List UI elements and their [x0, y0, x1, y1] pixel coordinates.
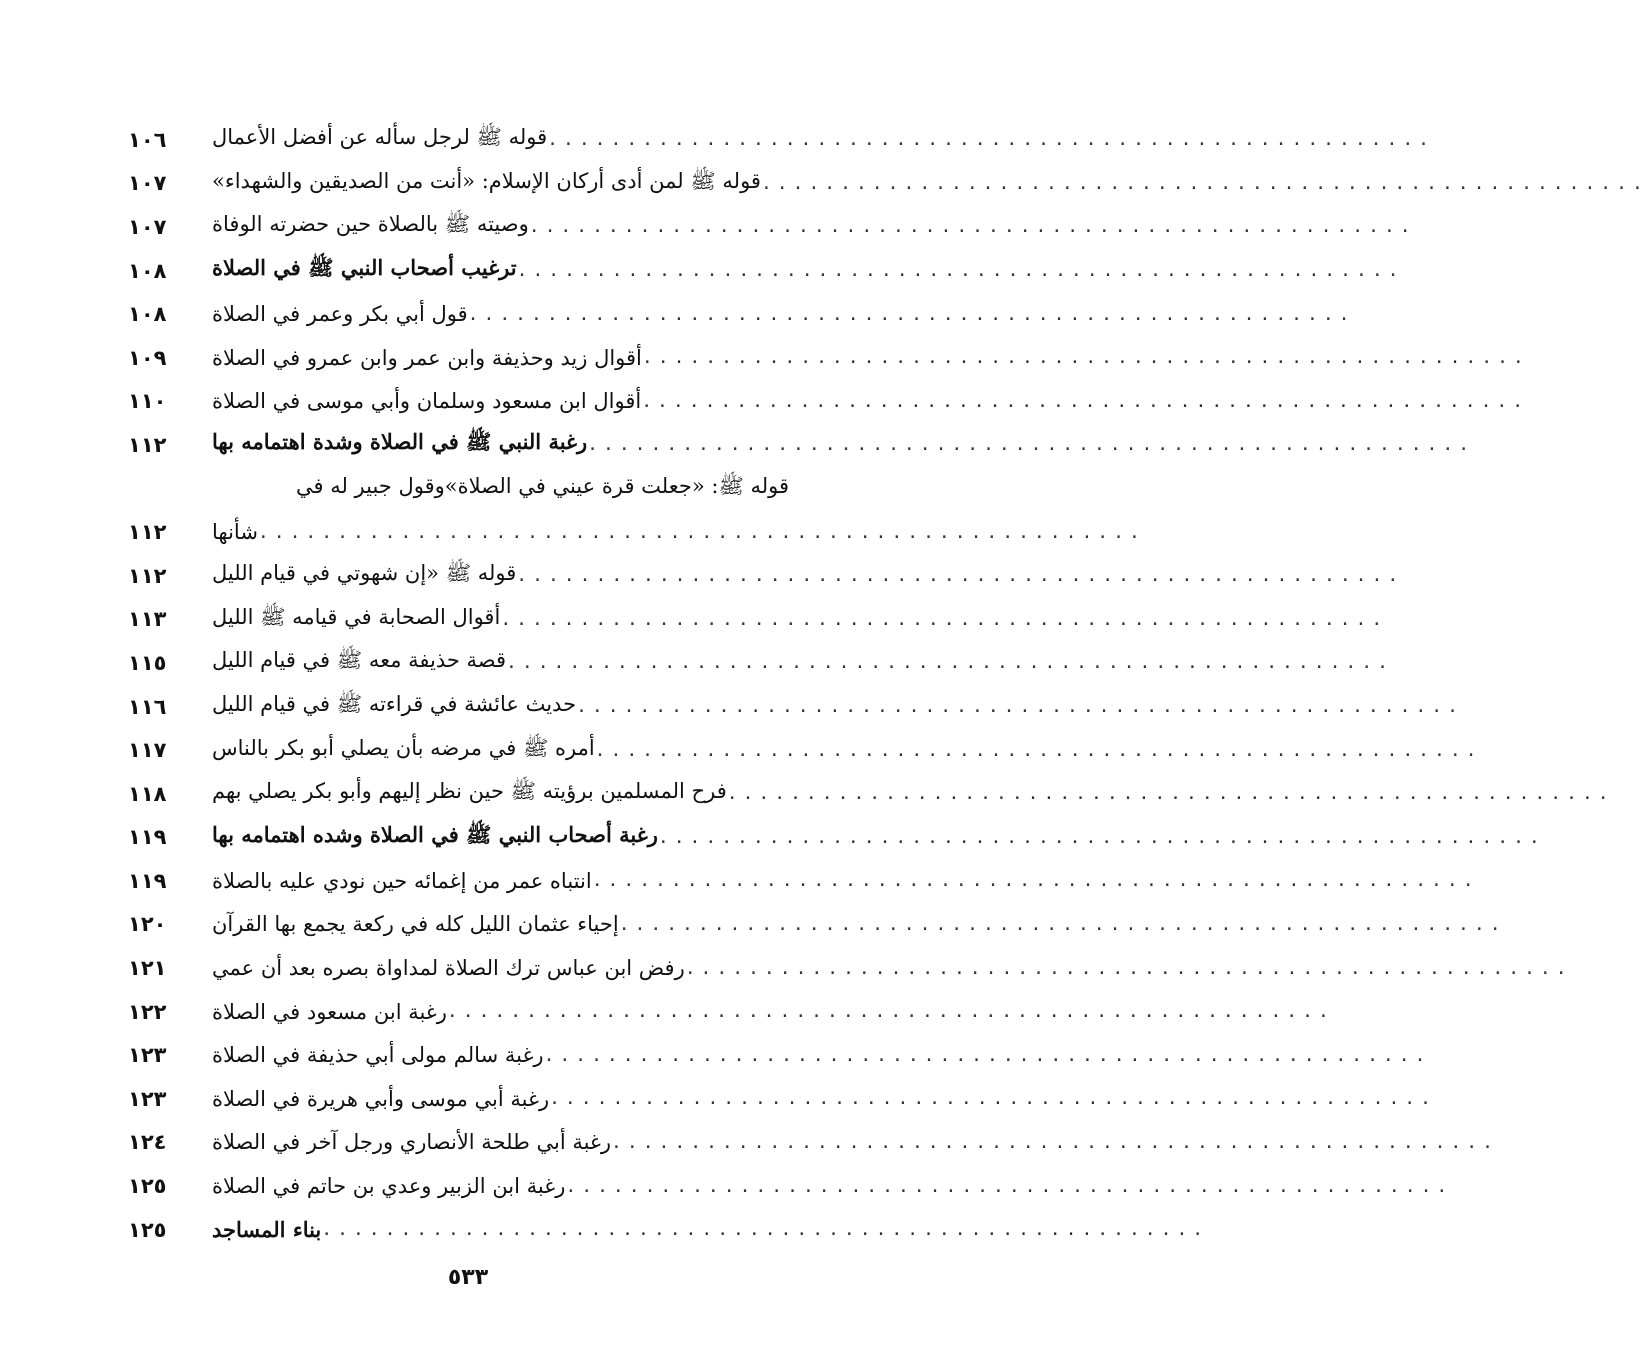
- toc-entry-title: أقوال زيد وحذيفة وابن عمر وابن عمرو في الصلاة: [212, 345, 642, 370]
- toc-entry-title: قول أبي بكر وعمر في الصلاة: [212, 302, 468, 327]
- toc-entry-page: ١١٨: [128, 781, 167, 806]
- toc-entry-title: انتباه عمر من إغمائه حين نودي عليه بالصلاة: [212, 868, 592, 893]
- toc-leader-dots: ........................................................: [591, 870, 1479, 892]
- toc-entry: [128, 336, 1529, 380]
- toc-entry-page: ١٠٨: [128, 302, 167, 327]
- toc-entry-title: أمره ﷺ في مرضه بأن يصلي أبو بكر بالناس: [212, 735, 595, 760]
- toc-leader-dots: ........................................................: [543, 1044, 1431, 1066]
- toc-entry: [128, 162, 1648, 206]
- toc-entry-title: قصة حذيفة معه ﷺ في قيام الليل: [212, 648, 507, 673]
- toc-entry-title: قوله ﷺ: «جعلت قرة عيني في الصلاة»وقول جبير له في: [296, 474, 790, 499]
- toc-entry-page: ١٢٤: [128, 1130, 167, 1155]
- toc-entry-page: ١٠٩: [128, 345, 167, 370]
- toc-entry-page: ١١٥: [128, 650, 167, 675]
- toc-entry: [128, 467, 828, 511]
- toc-entry: [128, 641, 1393, 685]
- toc-section-heading: [128, 249, 1404, 293]
- toc-entry-page: ١١٣: [128, 607, 167, 632]
- toc-entry: [128, 685, 1463, 729]
- toc-entry: [128, 903, 1506, 947]
- toc-section-heading: [128, 1208, 1209, 1252]
- toc-entry-page: ١١٠: [128, 389, 167, 414]
- toc-entry: [128, 772, 1614, 816]
- toc-leader-dots: ........................................................: [547, 129, 1435, 151]
- toc-entry: [128, 292, 1355, 336]
- toc-entry-title: شأنها: [212, 520, 258, 545]
- toc-entry-title: أقوال الصحابة في قيامه ﷺ الليل: [212, 604, 501, 629]
- toc-leader-dots: ........................................................: [641, 347, 1529, 369]
- toc-entry-page: ١٢٥: [128, 1174, 167, 1199]
- toc-leader-dots: ........................................................: [528, 216, 1416, 238]
- toc-entry: [128, 946, 1572, 990]
- toc-leader-dots: ........................................................: [565, 1175, 1453, 1197]
- toc-leader-dots: ........................................................: [321, 1219, 1209, 1241]
- toc-entry-page: ١٢٣: [128, 1086, 167, 1111]
- table-of-contents: [128, 118, 1648, 1251]
- toc-entry: [128, 859, 1479, 903]
- toc-entry: [128, 118, 1435, 162]
- toc-entry-title: رغبة ابن الزبير وعدي بن حاتم في الصلاة: [212, 1174, 566, 1199]
- toc-entry-page: ١١٢: [128, 563, 167, 588]
- toc-entry: [128, 990, 1334, 1034]
- toc-entry-title: وصيته ﷺ بالصلاة حين حضرته الوفاة: [212, 212, 529, 237]
- toc-entry-title: إحياء عثمان الليل كله في ركعة يجمع بها القرآن: [212, 912, 619, 937]
- toc-leader-dots: ........................................................: [684, 957, 1572, 979]
- toc-entry-page: ١١٧: [128, 738, 167, 763]
- toc-entry-title: ترغيب أصحاب النبي ﷺ في الصلاة: [212, 255, 517, 281]
- toc-entry-page: ١٠٧: [128, 171, 167, 196]
- toc-leader-dots: ........................................................: [618, 913, 1506, 935]
- toc-entry: [128, 554, 1404, 598]
- toc-entry-page: ١٠٨: [128, 258, 167, 283]
- toc-leader-dots: ........................................................: [576, 696, 1463, 718]
- toc-entry-page: ١٢٣: [128, 1043, 167, 1068]
- toc-entry-title: قوله ﷺ لرجل سأله عن أفضل الأعمال: [212, 125, 548, 150]
- toc-entry-title: حديث عائشة في قراءته ﷺ في قيام الليل: [212, 692, 577, 717]
- toc-leader-dots: ........................................................: [611, 1131, 1498, 1153]
- toc-entry-page: ١١٦: [128, 694, 167, 719]
- toc-entry-title: رفض ابن عباس ترك الصلاة لمداواة بصره بعد أن عمي: [212, 956, 685, 981]
- toc-entry: [128, 380, 1529, 424]
- toc-section-heading: [128, 816, 1545, 860]
- toc-leader-dots: ........................................................: [760, 172, 1648, 194]
- toc-entry-continuation: [128, 510, 1145, 554]
- toc-leader-dots: ........................................................: [641, 390, 1529, 412]
- page-number: ٥٣٣: [447, 1265, 489, 1290]
- toc-entry-title: فرح المسلمين برؤيته ﷺ حين نظر إليهم وأبو بكر يصلي بهم: [212, 779, 727, 804]
- toc-entry-page: ١٠٧: [128, 214, 167, 239]
- toc-leader-dots: ........................................................: [587, 434, 1475, 456]
- toc-entry: [128, 205, 1416, 249]
- toc-entry-page: ١١٢: [128, 432, 167, 457]
- toc-entry-page: ١١٩: [128, 868, 167, 893]
- toc-section-heading: [128, 423, 1475, 467]
- toc-leader-dots: ........................................................: [657, 826, 1545, 848]
- toc-leader-dots: ........................................................: [594, 739, 1482, 761]
- toc-leader-dots: ........................................................: [516, 565, 1404, 587]
- toc-entry: [128, 728, 1482, 772]
- toc-entry-page: ١١٩: [128, 825, 167, 850]
- toc-leader-dots: ........................................................: [549, 1088, 1436, 1110]
- toc-entry-page: ١٢٢: [128, 999, 167, 1024]
- toc-leader-dots: ........................................................: [257, 521, 1145, 543]
- toc-leader-dots: ........................................................: [467, 303, 1355, 325]
- toc-entry-title: رغبة ابن مسعود في الصلاة: [212, 999, 447, 1024]
- toc-entry-page: ١٠٦: [128, 127, 167, 152]
- toc-entry-title: أقوال ابن مسعود وسلمان وأبي موسى في الصلاة: [212, 389, 642, 414]
- toc-entry-title: قوله ﷺ لمن أدى أركان الإسلام: «أنت من الصديقين والشهداء»: [212, 168, 761, 193]
- toc-leader-dots: ........................................................: [446, 1001, 1334, 1023]
- toc-entry: [128, 598, 1388, 642]
- toc-entry-page: ١٢٥: [128, 1217, 167, 1242]
- toc-entry-title: بناء المساجد: [212, 1217, 322, 1243]
- toc-entry: [128, 1077, 1436, 1121]
- toc-leader-dots: ........................................................: [516, 260, 1404, 282]
- toc-entry: [128, 1121, 1498, 1165]
- toc-entry: [128, 1164, 1453, 1208]
- toc-entry-title: رغبة أبي موسى وأبي هريرة في الصلاة: [212, 1086, 550, 1111]
- toc-entry-title: قوله ﷺ «إن شهوتي في قيام الليل: [212, 561, 517, 586]
- toc-entry-page: ١٢٠: [128, 912, 167, 937]
- toc-entry-page: ١١٢: [128, 520, 167, 545]
- toc-entry-title: رغبة سالم مولى أبي حذيفة في الصلاة: [212, 1043, 544, 1068]
- toc-leader-dots: ........................................................: [500, 608, 1388, 630]
- toc-entry-page: ١٢١: [128, 956, 167, 981]
- toc-entry-title: رغبة أبي طلحة الأنصاري ورجل آخر في الصلاة: [212, 1130, 612, 1155]
- toc-entry-title: رغبة أصحاب النبي ﷺ في الصلاة وشده اهتمامه بها: [212, 821, 658, 847]
- toc-entry-title: رغبة النبي ﷺ في الصلاة وشدة اهتمامه بها: [212, 429, 588, 455]
- toc-entry: [128, 1033, 1431, 1077]
- toc-leader-dots: ........................................................: [726, 783, 1614, 805]
- toc-leader-dots: ........................................................: [506, 652, 1393, 674]
